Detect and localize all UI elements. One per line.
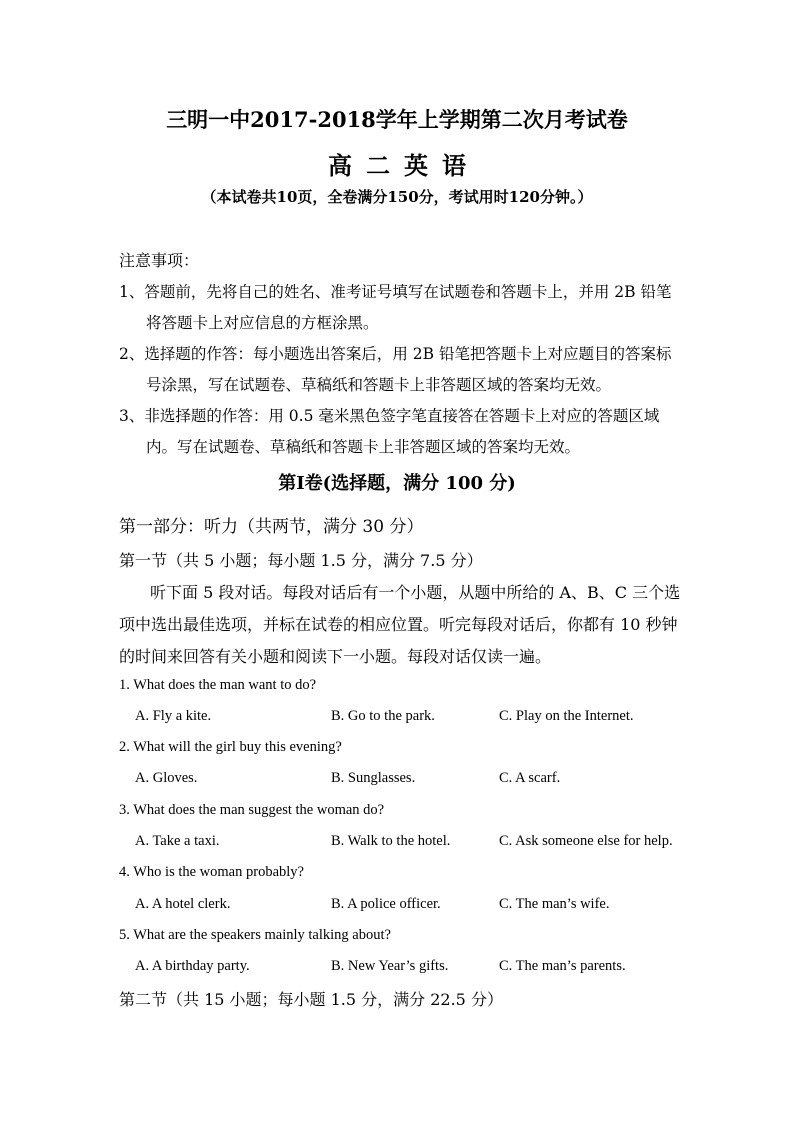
exam-title: 三明一中2017-2018学年上学期第二次月考试卷 [166,107,628,132]
subject-title: 高二英语 [328,151,480,180]
question-stem: 3. What does the man suggest the woman do? [119,802,385,818]
option-a: A. A birthday party. [135,958,250,974]
option-a: A. Gloves. [135,770,198,786]
option-a: A. Take a taxi. [135,833,220,849]
option-a: A. A hotel clerk. [135,896,231,912]
notice-line: 3、非选择题的作答：用 0.5 毫米黑色签字笔直接答在答题卡上对应的答题区域 [119,407,660,425]
notice-line: 内。写在试题卷、草稿纸和答题卡上非答题区域的答案均无效。 [146,438,581,456]
section1-title: 第一节（共 5 小题；每小题 1.5 分，满分 7.5 分） [119,551,483,570]
option-c: C. The man’s wife. [499,896,610,912]
notices-heading: 注意事项： [119,251,200,270]
notice-line: 将答题卡上对应信息的方框涂黑。 [146,314,379,332]
question-stem: 1. What does the man want to do? [119,677,317,693]
notice-line: 1、答题前，先将自己的姓名、准考证号填写在试题卷和答题卡上，并用 2B 铅笔 [119,283,672,301]
option-b: B. Sunglasses. [331,770,416,786]
question-stem: 4. Who is the woman probably? [119,864,304,880]
option-c: C. The man’s parents. [499,958,626,974]
option-a: A. Fly a kite. [135,708,212,724]
question-stem: 2. What will the girl buy this evening? [119,739,342,755]
instruction-line: 听下面 5 段对话。每段对话后有一个小题，从题中所给的 A、B、C 三个选 [150,583,681,602]
exam-note: （本试卷共10页，全卷满分150分，考试用时120分钟。） [201,188,593,206]
instruction-line: 项中选出最佳选项，并标在试卷的相应位置。听完每段对话后，你都有 10 秒钟 [119,615,678,634]
option-b: B. New Year’s gifts. [331,958,449,974]
option-c: C. Ask someone else for help. [499,833,673,849]
option-b: B. Walk to the hotel. [331,833,451,849]
volume-title: 第Ⅰ卷(选择题，满分 100 分) [278,473,516,494]
option-b: B. Go to the park. [331,708,435,724]
part1-title: 第一部分：听力（共两节，满分 30 分） [119,517,424,537]
option-c: C. A scarf. [499,770,561,786]
notice-line: 2、选择题的作答：每小题选出答案后，用 2B 铅笔把答题卡上对应题目的答案标 [119,345,672,363]
instruction-line: 的时间来回答有关小题和阅读下一小题。每段对话仅读一遍。 [119,647,552,666]
question-stem: 5. What are the speakers mainly talking about? [119,927,391,943]
option-b: B. A police officer. [331,896,441,912]
notice-line: 号涂黑，写在试题卷、草稿纸和答题卡上非答题区域的答案均无效。 [146,376,612,394]
option-c: C. Play on the Internet. [499,708,634,724]
section2-title: 第二节（共 15 小题；每小题 1.5 分，满分 22.5 分） [119,990,503,1009]
